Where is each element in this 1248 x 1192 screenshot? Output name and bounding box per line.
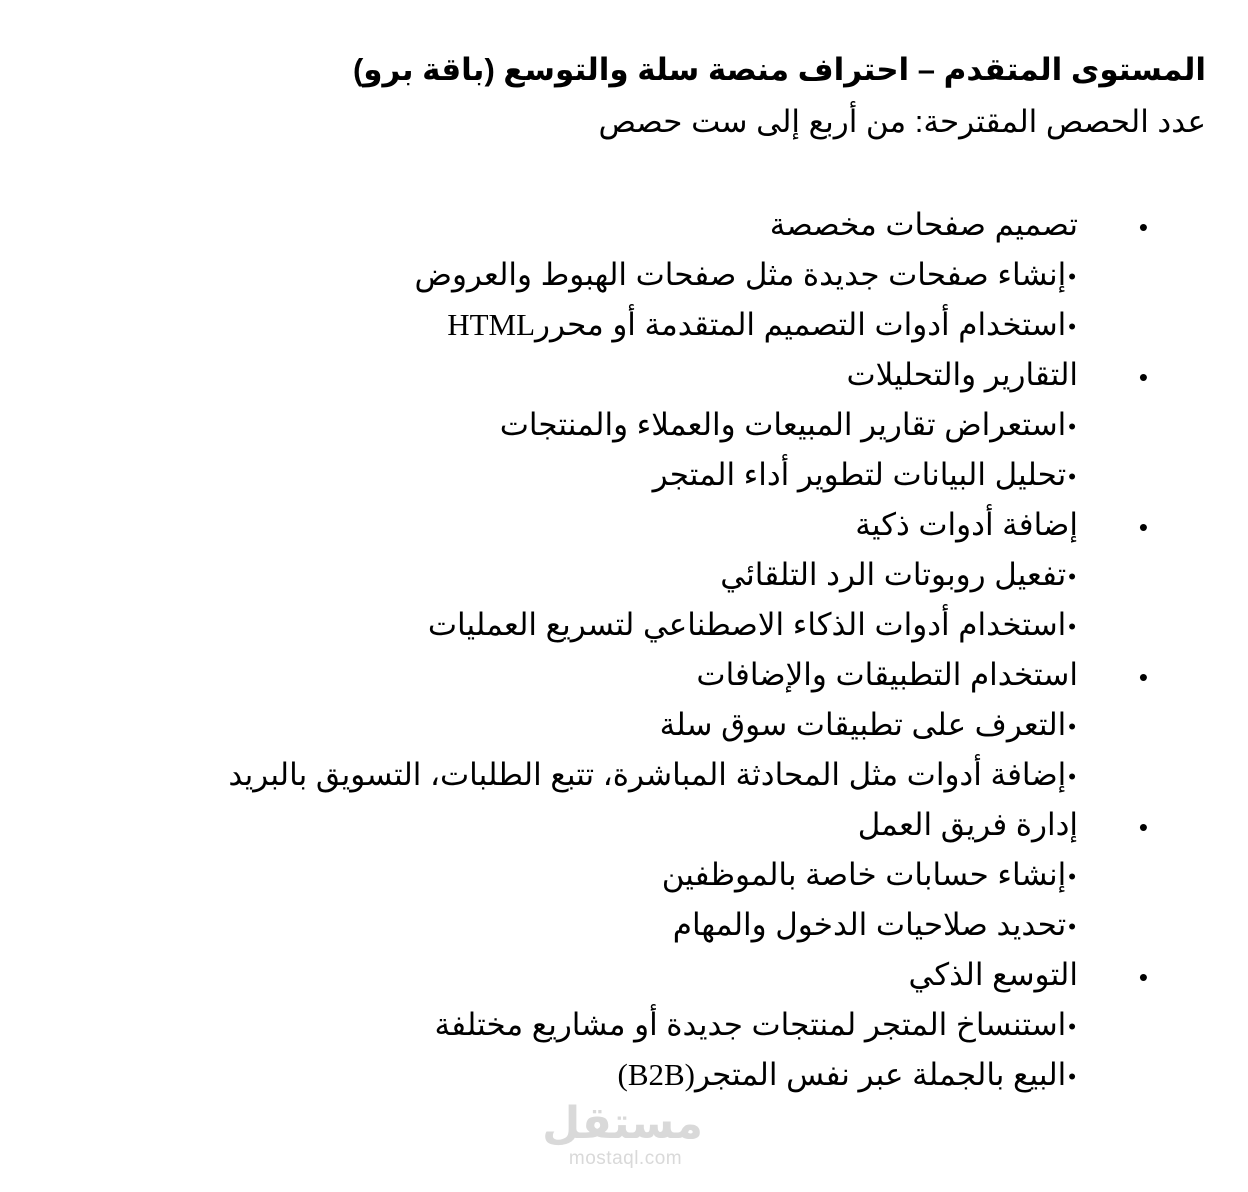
subtopic-label: إضافة أدوات مثل المحادثة المباشرة، تتبع الطلبات، التسويق بالبريد: [228, 757, 1067, 792]
subtopic-label: إنشاء حسابات خاصة بالموظفين: [661, 857, 1067, 892]
topic-item: [26, 500, 1206, 650]
html-term: HTML: [447, 307, 536, 342]
bullet-icon: •: [1138, 362, 1148, 392]
bullet-icon: •: [1068, 463, 1076, 489]
subtopic-label: تحديد صلاحيات الدخول والمهام: [672, 907, 1067, 942]
bullet-icon: •: [1068, 563, 1076, 589]
subtopic-item: [26, 1050, 1206, 1100]
bullet-icon: •: [1068, 763, 1076, 789]
subtopic-list: [26, 700, 1206, 800]
subtopic-label: استخدام أدوات التصميم المتقدمة أو محرر: [535, 307, 1067, 342]
subtopic-label: استخدام أدوات الذكاء الاصطناعي لتسريع العمليات: [427, 607, 1067, 642]
bullet-icon: •: [1068, 713, 1076, 739]
document-title: المستوى المتقدم – احتراف منصة سلة والتوسع (باقة برو): [352, 52, 1206, 87]
bullet-icon: •: [1068, 1013, 1076, 1039]
subtopic-item: [26, 850, 1206, 900]
subtopic-list: [26, 400, 1206, 500]
bullet-icon: •: [1068, 613, 1076, 639]
topic-label: التوسع الذكي: [908, 957, 1078, 992]
subtopic-item: [26, 750, 1206, 800]
topic-heading: [26, 500, 1206, 550]
subtopic-item: [26, 1000, 1206, 1050]
subtopic-item: [26, 600, 1206, 650]
bullet-icon: •: [1138, 812, 1148, 842]
topic-item: [26, 650, 1206, 800]
bullet-icon: •: [1068, 263, 1076, 289]
topic-heading: [26, 650, 1206, 700]
topic-heading: [26, 950, 1206, 1000]
bullet-icon: •: [1138, 512, 1148, 542]
bullet-icon: •: [1138, 662, 1148, 692]
watermark-logo: [542, 1099, 703, 1170]
subtopic-label: إنشاء صفحات جديدة مثل صفحات الهبوط والعروض: [414, 257, 1067, 292]
topic-item: [26, 950, 1206, 1100]
watermark-arabic: مستقل: [542, 1099, 703, 1148]
subtopic-list: [26, 850, 1206, 950]
topic-label: استخدام التطبيقات والإضافات: [696, 657, 1078, 692]
subtopic-item: [26, 900, 1206, 950]
subtopic-item: [26, 250, 1206, 300]
subtopic-label: استنساخ المتجر لمنتجات جديدة أو مشاريع مختلفة: [434, 1007, 1067, 1042]
subtopic-label: التعرف على تطبيقات سوق سلة: [659, 707, 1067, 742]
subtopic-label: تحليل البيانات لتطوير أداء المتجر: [652, 457, 1067, 492]
bullet-icon: •: [1068, 863, 1076, 889]
document-subtitle: عدد الحصص المقترحة: من أربع إلى ست حصص: [598, 104, 1206, 139]
bullet-icon: •: [1068, 913, 1076, 939]
bullet-icon: •: [1068, 313, 1076, 339]
blank-line: [26, 148, 1206, 200]
topic-list: [26, 200, 1206, 1100]
subtopic-label: استعراض تقارير المبيعات والعملاء والمنتجات: [499, 407, 1067, 442]
subtopic-item: [26, 450, 1206, 500]
topic-heading: [26, 800, 1206, 850]
bullet-icon: •: [1138, 962, 1148, 992]
subtopic-label: البيع بالجملة عبر نفس المتجر: [695, 1057, 1067, 1092]
topic-heading: [26, 200, 1206, 250]
subtopic-item: [26, 300, 1206, 350]
topic-item: [26, 200, 1206, 350]
topic-item: [26, 350, 1206, 500]
subtopic-list: [26, 1000, 1206, 1100]
topic-label: إدارة فريق العمل: [857, 807, 1078, 842]
b2b-term: (B2B): [617, 1057, 695, 1092]
subtopic-list: [26, 550, 1206, 650]
subtopic-item: [26, 550, 1206, 600]
bullet-icon: •: [1068, 413, 1076, 439]
subtopic-label: تفعيل روبوتات الرد التلقائي: [720, 557, 1067, 592]
bullet-icon: •: [1068, 1063, 1076, 1089]
bullet-icon: •: [1138, 212, 1148, 242]
topic-label: التقارير والتحليلات: [846, 357, 1078, 392]
topic-heading: [26, 350, 1206, 400]
document: [26, 44, 1206, 1100]
subtopic-item: [26, 400, 1206, 450]
topic-label: إضافة أدوات ذكية: [855, 507, 1078, 542]
subtopic-list: [26, 250, 1206, 350]
watermark-latin: mostaql.com: [568, 1148, 683, 1169]
subtopic-item: [26, 700, 1206, 750]
topic-label: تصميم صفحات مخصصة: [769, 207, 1078, 242]
topic-item: [26, 800, 1206, 950]
